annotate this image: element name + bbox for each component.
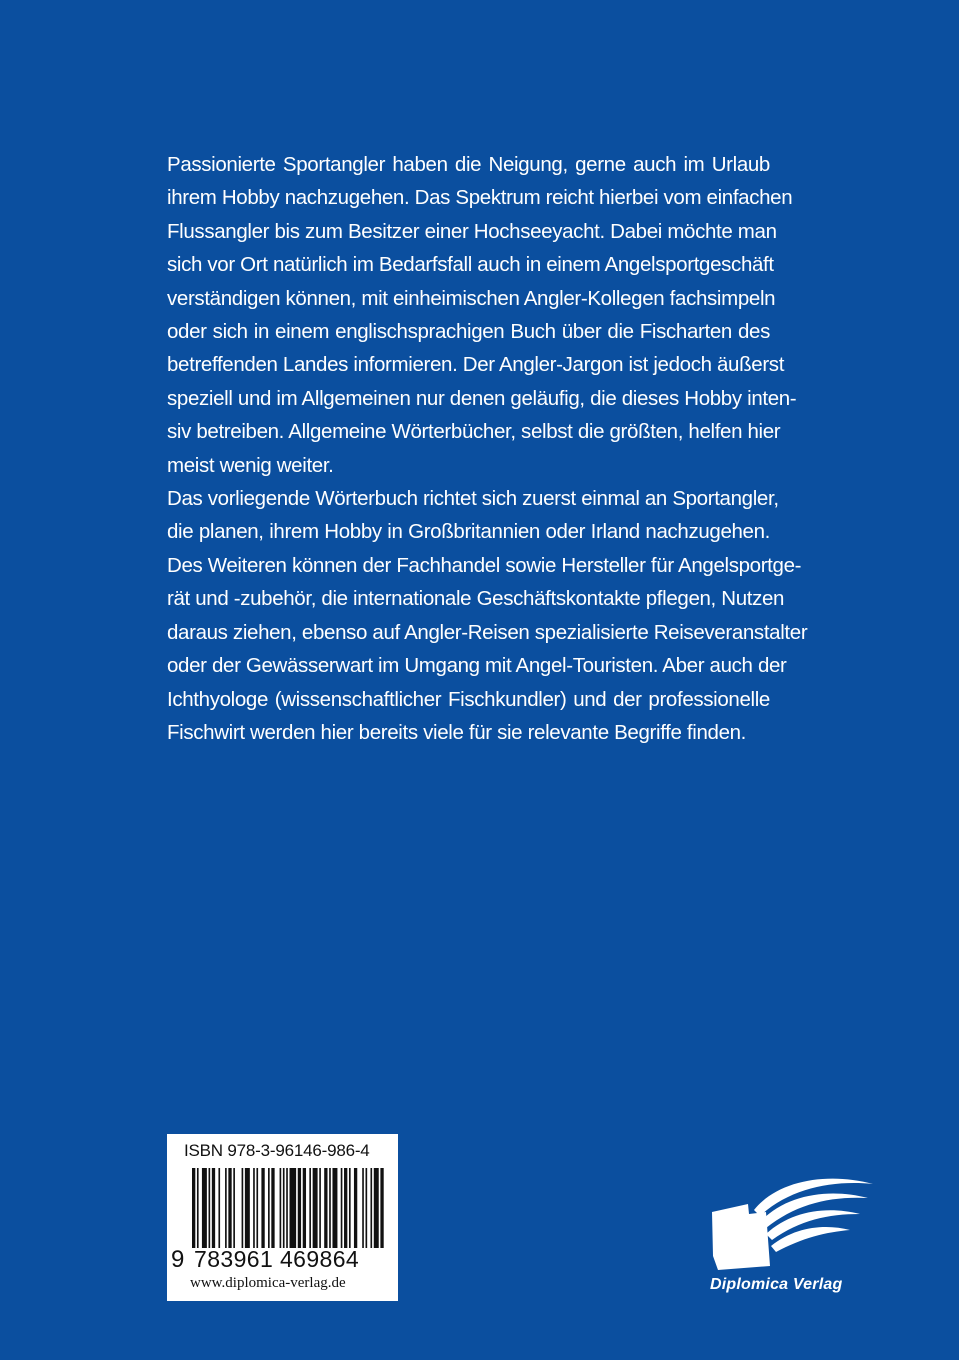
barcode-bar xyxy=(202,1168,207,1248)
barcode-bar xyxy=(313,1168,318,1248)
barcode-bar xyxy=(349,1168,351,1248)
blurb-line: oder sich in einem englischsprachigen Buch über die Fischarten des xyxy=(167,320,770,344)
barcode-bar xyxy=(233,1168,235,1248)
barcode-bar xyxy=(286,1168,288,1248)
barcode-bar xyxy=(242,1168,244,1248)
barcode-digits: 783961 469864 xyxy=(194,1246,360,1272)
blurb-line: Passionierte Sportangler haben die Neigung, gerne auch im Urlaub xyxy=(167,153,770,176)
barcode-bar xyxy=(209,1168,211,1248)
blurb-line: Des Weiteren können der Fachhandel sowie Hersteller für Angelsportge- xyxy=(167,553,802,577)
barcode-bar xyxy=(197,1168,199,1248)
barcode-bar xyxy=(319,1168,321,1248)
publisher-name: Diplomica Verlag xyxy=(710,1276,843,1293)
blurb-line: Fischwirt werden hier bereits viele für sie relevante Begriffe finden. xyxy=(167,720,747,744)
publisher-logo xyxy=(708,1170,878,1305)
publisher-website: www.diplomica-verlag.de xyxy=(190,1275,346,1291)
blurb-line: ihrem Hobby nachzugehen. Das Spektrum reicht hierbei vom einfachen xyxy=(167,186,793,210)
barcode-bar xyxy=(303,1168,306,1248)
barcode-bar xyxy=(362,1168,364,1248)
barcode-bar xyxy=(271,1168,274,1248)
barcode-bar xyxy=(332,1168,337,1248)
blurb-line: die planen, ihrem Hobby in Großbritannien oder Irland nachzugehen. xyxy=(167,520,770,544)
barcode-first-digit: 9 xyxy=(171,1246,185,1273)
barcode-bar xyxy=(370,1168,372,1248)
blurb-line: Das vorliegende Wörterbuch richtet sich zuerst einmal an Sportangler, xyxy=(167,487,779,511)
barcode-bar xyxy=(341,1168,343,1248)
barcode-bar xyxy=(212,1168,215,1248)
blurb-paragraph-2 xyxy=(167,482,808,749)
isbn-barcode-box xyxy=(167,1134,398,1301)
blurb-line: Ichthyologe (wissenschaftlicher Fischkundler) und der professionelle xyxy=(167,687,770,711)
barcode-bar xyxy=(374,1168,379,1248)
book-logo-icon xyxy=(708,1170,878,1270)
blurb-line: betreffenden Landes informieren. Der Angler-Jargon ist jedoch äußerst xyxy=(167,353,785,377)
barcode-bar xyxy=(256,1168,258,1248)
barcode-bar xyxy=(218,1168,220,1248)
isbn-label: ISBN 978-3-96146-986-4 xyxy=(184,1141,370,1160)
barcode-bar xyxy=(290,1168,297,1248)
blurb-line: meist wenig weiter. xyxy=(167,453,334,477)
blurb-line: speziell und im Allgemeinen nur denen geläufig, die dieses Hobby inten- xyxy=(167,386,797,410)
back-cover-blurb xyxy=(167,148,808,749)
barcode-bar xyxy=(366,1168,368,1248)
barcode-bar xyxy=(309,1168,311,1248)
barcode-bar xyxy=(324,1168,327,1248)
barcode-bar xyxy=(268,1168,270,1248)
barcode-bar xyxy=(298,1168,301,1248)
blurb-line: Flussangler bis zum Besitzer einer Hochseeyacht. Dabei möchte man xyxy=(167,219,777,243)
blurb-line: daraus ziehen, ebenso auf Angler-Reisen spezialisierte Reiseveranstalter xyxy=(167,620,808,644)
barcode-bar xyxy=(225,1168,227,1248)
barcode-bar xyxy=(344,1168,347,1248)
barcode-bar xyxy=(280,1168,282,1248)
blurb-line: sich vor Ort natürlich im Bedarfsfall auch in einem Angelsportgeschäft xyxy=(167,253,774,277)
barcode-bar xyxy=(261,1168,264,1248)
blurb-paragraph-1 xyxy=(167,148,797,482)
blurb-line: verständigen können, mit einheimischen Angler-Kollegen fachsimpeln xyxy=(167,286,776,310)
blurb-line: oder der Gewässerwart im Umgang mit Angel-Touristen. Aber auch der xyxy=(167,654,787,678)
barcode-bar xyxy=(329,1168,331,1248)
barcode-bar xyxy=(228,1168,231,1248)
blurb-line: siv betreiben. Allgemeine Wörterbücher, selbst die größten, helfen hier xyxy=(167,420,781,444)
barcode-bar xyxy=(245,1168,250,1248)
barcode-bar xyxy=(354,1168,357,1248)
barcode-bar xyxy=(192,1168,195,1248)
barcode-bar xyxy=(380,1168,383,1248)
barcode-bar xyxy=(253,1168,255,1248)
barcode-bar xyxy=(283,1168,285,1248)
blurb-line: rät und -zubehör, die internationale Geschäftskontakte pflegen, Nutzen xyxy=(167,587,785,611)
